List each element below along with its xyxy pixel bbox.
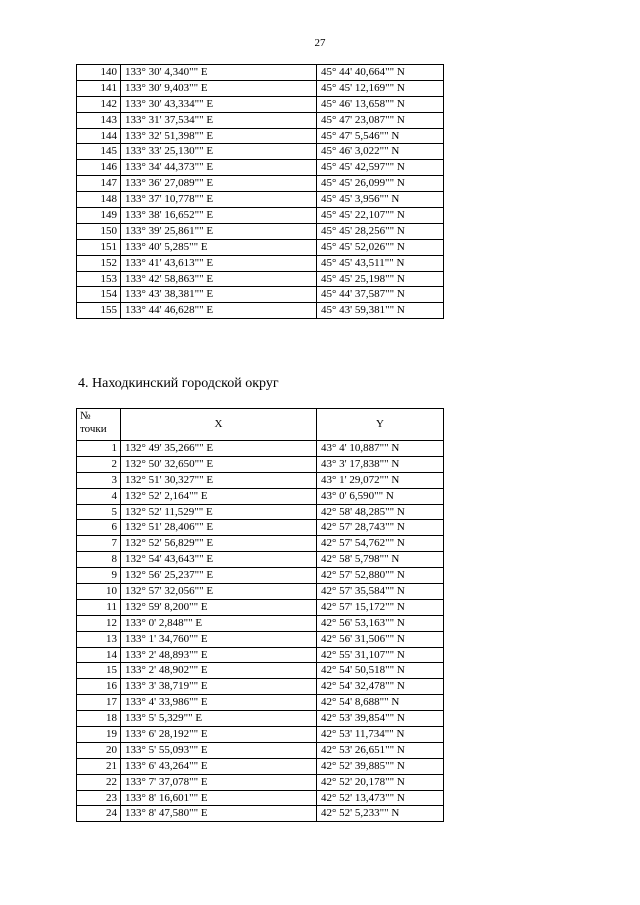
x-coordinate-cell: 133° 39' 25,861"" E	[121, 223, 317, 239]
x-coordinate-cell: 133° 5' 55,093"" E	[121, 742, 317, 758]
point-number-cell: 5	[77, 504, 121, 520]
x-coordinate-cell: 133° 5' 5,329"" E	[121, 711, 317, 727]
y-coordinate-cell: 42° 53' 26,651"" N	[317, 742, 444, 758]
x-coordinate-cell: 133° 2' 48,893"" E	[121, 647, 317, 663]
point-number-cell: 143	[77, 112, 121, 128]
x-coordinate-cell: 133° 44' 46,628"" E	[121, 303, 317, 319]
y-coordinate-cell: 45° 45' 22,107"" N	[317, 208, 444, 224]
page-number: 27	[314, 37, 326, 49]
point-number-cell: 15	[77, 663, 121, 679]
x-coordinate-cell: 132° 50' 32,650"" E	[121, 456, 317, 472]
y-coordinate-cell: 42° 57' 28,743"" N	[317, 520, 444, 536]
y-coordinate-cell: 45° 45' 12,169"" N	[317, 80, 444, 96]
x-coordinate-cell: 133° 1' 34,760"" E	[121, 631, 317, 647]
table-row	[77, 208, 444, 224]
x-coordinate-cell: 132° 49' 35,266"" E	[121, 441, 317, 457]
y-coordinate-cell: 42° 52' 13,473"" N	[317, 790, 444, 806]
point-number-cell: 23	[77, 790, 121, 806]
table-row	[77, 239, 444, 255]
point-number-cell: 1	[77, 441, 121, 457]
x-coordinate-cell: 132° 59' 8,200"" E	[121, 599, 317, 615]
point-number-cell: 8	[77, 552, 121, 568]
point-number-cell: 12	[77, 615, 121, 631]
x-coordinate-cell: 133° 4' 33,986"" E	[121, 695, 317, 711]
nakhodka-coordinates-table	[76, 408, 444, 822]
point-number-cell: 13	[77, 631, 121, 647]
y-coordinate-cell: 42° 52' 39,885"" N	[317, 758, 444, 774]
y-coordinate-cell: 42° 55' 31,107"" N	[317, 647, 444, 663]
point-number-cell: 146	[77, 160, 121, 176]
table-row	[77, 790, 444, 806]
x-coordinate-cell: 133° 6' 43,264"" E	[121, 758, 317, 774]
table-row	[77, 647, 444, 663]
y-coordinate-cell: 45° 43' 59,381"" N	[317, 303, 444, 319]
x-coordinate-cell: 133° 6' 28,192"" E	[121, 727, 317, 743]
table-row	[77, 774, 444, 790]
table-row	[77, 271, 444, 287]
table-row	[77, 520, 444, 536]
table-row	[77, 504, 444, 520]
y-coordinate-cell: 43° 0' 6,590"" N	[317, 488, 444, 504]
point-number-cell: 19	[77, 727, 121, 743]
point-number-cell: 14	[77, 647, 121, 663]
y-column-header: Y	[317, 409, 444, 441]
table-row	[77, 287, 444, 303]
y-coordinate-cell: 42° 54' 32,478"" N	[317, 679, 444, 695]
point-number-cell: 22	[77, 774, 121, 790]
x-coordinate-cell: 133° 43' 38,381"" E	[121, 287, 317, 303]
y-coordinate-cell: 43° 1' 29,072"" N	[317, 472, 444, 488]
y-coordinate-cell: 45° 45' 3,956"" N	[317, 192, 444, 208]
table-row	[77, 568, 444, 584]
y-coordinate-cell: 42° 57' 54,762"" N	[317, 536, 444, 552]
coordinates-table-body	[77, 65, 444, 319]
coordinates-table-body	[77, 441, 444, 822]
x-coordinate-cell: 133° 7' 37,078"" E	[121, 774, 317, 790]
x-column-header: X	[121, 409, 317, 441]
x-coordinate-cell: 132° 57' 32,056"" E	[121, 584, 317, 600]
x-coordinate-cell: 132° 51' 30,327"" E	[121, 472, 317, 488]
point-number-cell: 6	[77, 520, 121, 536]
x-coordinate-cell: 133° 38' 16,652"" E	[121, 208, 317, 224]
y-coordinate-cell: 45° 46' 13,658"" N	[317, 96, 444, 112]
y-coordinate-cell: 45° 45' 52,026"" N	[317, 239, 444, 255]
table-row	[77, 303, 444, 319]
x-coordinate-cell: 132° 54' 43,643"" E	[121, 552, 317, 568]
x-coordinate-cell: 133° 41' 43,613"" E	[121, 255, 317, 271]
table-row	[77, 806, 444, 822]
y-coordinate-cell: 45° 45' 25,198"" N	[317, 271, 444, 287]
table-row	[77, 80, 444, 96]
y-coordinate-cell: 45° 47' 23,087"" N	[317, 112, 444, 128]
point-number-cell: 21	[77, 758, 121, 774]
point-number-cell: 18	[77, 711, 121, 727]
point-number-cell: 141	[77, 80, 121, 96]
table-row	[77, 584, 444, 600]
point-number-cell: 148	[77, 192, 121, 208]
y-coordinate-cell: 42° 58' 5,798"" N	[317, 552, 444, 568]
point-number-cell: 2	[77, 456, 121, 472]
table-row	[77, 144, 444, 160]
table-row	[77, 742, 444, 758]
point-number-cell: 155	[77, 303, 121, 319]
table-header-row	[77, 409, 444, 441]
table-row	[77, 160, 444, 176]
table-row	[77, 536, 444, 552]
point-number-cell: 140	[77, 65, 121, 81]
x-coordinate-cell: 133° 40' 5,285"" E	[121, 239, 317, 255]
y-coordinate-cell: 42° 56' 31,506"" N	[317, 631, 444, 647]
y-coordinate-cell: 45° 44' 40,664"" N	[317, 65, 444, 81]
y-coordinate-cell: 42° 58' 48,285"" N	[317, 504, 444, 520]
table-row	[77, 758, 444, 774]
point-number-cell: 7	[77, 536, 121, 552]
table-row	[77, 255, 444, 271]
x-coordinate-cell: 133° 30' 43,334"" E	[121, 96, 317, 112]
x-coordinate-cell: 133° 33' 25,130"" E	[121, 144, 317, 160]
y-coordinate-cell: 45° 45' 26,099"" N	[317, 176, 444, 192]
y-coordinate-cell: 42° 57' 35,584"" N	[317, 584, 444, 600]
y-coordinate-cell: 42° 52' 20,178"" N	[317, 774, 444, 790]
y-coordinate-cell: 42° 54' 50,518"" N	[317, 663, 444, 679]
x-coordinate-cell: 133° 8' 47,580"" E	[121, 806, 317, 822]
point-number-cell: 3	[77, 472, 121, 488]
point-number-cell: 142	[77, 96, 121, 112]
point-number-cell: 147	[77, 176, 121, 192]
x-coordinate-cell: 132° 51' 28,406"" E	[121, 520, 317, 536]
y-coordinate-cell: 42° 57' 15,172"" N	[317, 599, 444, 615]
x-coordinate-cell: 133° 36' 27,089"" E	[121, 176, 317, 192]
table-row	[77, 599, 444, 615]
y-coordinate-cell: 42° 52' 5,233"" N	[317, 806, 444, 822]
point-number-cell: 24	[77, 806, 121, 822]
table-row	[77, 456, 444, 472]
x-coordinate-cell: 132° 52' 56,829"" E	[121, 536, 317, 552]
y-coordinate-cell: 42° 56' 53,163"" N	[317, 615, 444, 631]
y-coordinate-cell: 45° 47' 5,546"" N	[317, 128, 444, 144]
point-number-cell: 145	[77, 144, 121, 160]
point-number-cell: 10	[77, 584, 121, 600]
table-row	[77, 488, 444, 504]
table-row	[77, 176, 444, 192]
point-number-cell: 150	[77, 223, 121, 239]
y-coordinate-cell: 45° 45' 43,511"" N	[317, 255, 444, 271]
y-coordinate-cell: 42° 57' 52,880"" N	[317, 568, 444, 584]
point-number-cell: 151	[77, 239, 121, 255]
x-coordinate-cell: 133° 30' 4,340"" E	[121, 65, 317, 81]
table-row	[77, 727, 444, 743]
x-coordinate-cell: 132° 52' 11,529"" E	[121, 504, 317, 520]
point-number-cell: 17	[77, 695, 121, 711]
table-row	[77, 552, 444, 568]
table-row	[77, 96, 444, 112]
x-coordinate-cell: 133° 2' 48,902"" E	[121, 663, 317, 679]
point-number-cell: 153	[77, 271, 121, 287]
table-row	[77, 631, 444, 647]
x-coordinate-cell: 133° 3' 38,719"" E	[121, 679, 317, 695]
y-coordinate-cell: 45° 45' 42,597"" N	[317, 160, 444, 176]
x-coordinate-cell: 132° 52' 2,164"" E	[121, 488, 317, 504]
point-number-cell: 11	[77, 599, 121, 615]
x-coordinate-cell: 133° 0' 2,848"" E	[121, 615, 317, 631]
table-row	[77, 679, 444, 695]
table-row	[77, 112, 444, 128]
table-row	[77, 223, 444, 239]
table-row	[77, 128, 444, 144]
point-number-cell: 4	[77, 488, 121, 504]
y-coordinate-cell: 43° 3' 17,838"" N	[317, 456, 444, 472]
table-row	[77, 615, 444, 631]
table-row	[77, 192, 444, 208]
y-coordinate-cell: 42° 53' 11,734"" N	[317, 727, 444, 743]
table-row	[77, 441, 444, 457]
x-coordinate-cell: 133° 8' 16,601"" E	[121, 790, 317, 806]
y-coordinate-cell: 45° 46' 3,022"" N	[317, 144, 444, 160]
point-number-cell: 152	[77, 255, 121, 271]
point-number-cell: 9	[77, 568, 121, 584]
point-number-cell: 20	[77, 742, 121, 758]
coordinates-table-continued	[76, 64, 444, 319]
point-number-cell: 16	[77, 679, 121, 695]
y-coordinate-cell: 45° 44' 37,587"" N	[317, 287, 444, 303]
x-coordinate-cell: 133° 31' 37,534"" E	[121, 112, 317, 128]
table-row	[77, 711, 444, 727]
table-row	[77, 695, 444, 711]
y-coordinate-cell: 45° 45' 28,256"" N	[317, 223, 444, 239]
table-row	[77, 472, 444, 488]
point-number-cell: 149	[77, 208, 121, 224]
point-number-header: № точки	[77, 409, 121, 441]
section-heading: 4. Находкинский городской округ	[78, 376, 279, 391]
y-coordinate-cell: 43° 4' 10,887"" N	[317, 441, 444, 457]
y-coordinate-cell: 42° 54' 8,688"" N	[317, 695, 444, 711]
x-coordinate-cell: 133° 32' 51,398"" E	[121, 128, 317, 144]
table-row	[77, 663, 444, 679]
x-coordinate-cell: 133° 37' 10,778"" E	[121, 192, 317, 208]
x-coordinate-cell: 133° 42' 58,863"" E	[121, 271, 317, 287]
point-number-cell: 154	[77, 287, 121, 303]
point-number-cell: 144	[77, 128, 121, 144]
x-coordinate-cell: 132° 56' 25,237"" E	[121, 568, 317, 584]
x-coordinate-cell: 133° 30' 9,403"" E	[121, 80, 317, 96]
x-coordinate-cell: 133° 34' 44,373"" E	[121, 160, 317, 176]
table-row	[77, 65, 444, 81]
y-coordinate-cell: 42° 53' 39,854"" N	[317, 711, 444, 727]
